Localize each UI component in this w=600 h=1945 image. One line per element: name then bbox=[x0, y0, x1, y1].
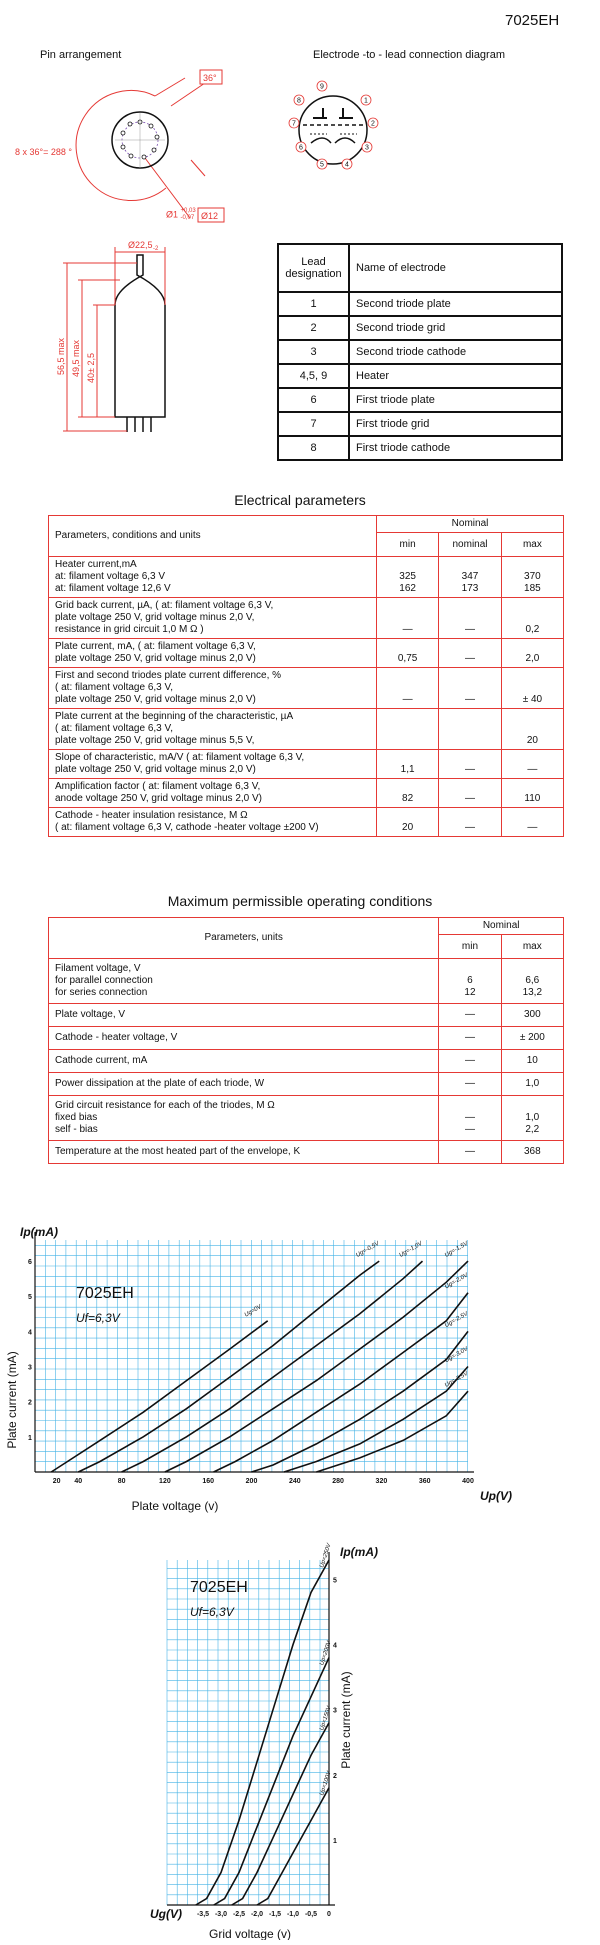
electrode-name: First triode grid bbox=[349, 412, 562, 436]
lead-number: 2 bbox=[278, 316, 349, 340]
series-label: Ug=-2,5V bbox=[444, 1311, 470, 1330]
max-min: — bbox=[439, 1027, 501, 1050]
max-row bbox=[49, 1073, 564, 1096]
chart-uf-label: Uf=6,3V bbox=[190, 1605, 234, 1619]
x-tick-label: 400 bbox=[462, 1478, 474, 1485]
elec-nom: — bbox=[439, 598, 502, 639]
electrode-name: Heater bbox=[349, 364, 562, 388]
x-tick-label: -1,0 bbox=[286, 1911, 300, 1918]
electrode-name: Second triode cathode bbox=[349, 340, 562, 364]
series-label: Up=150V bbox=[319, 1705, 333, 1732]
electrode-name: First triode plate bbox=[349, 388, 562, 412]
max-max: 300 bbox=[501, 1004, 563, 1027]
lead-row bbox=[278, 436, 562, 460]
series-label: Ug=-1,0V bbox=[398, 1240, 424, 1259]
max-param: Grid circuit resistance for each of the triodes, M Ω fixed bias self - bias bbox=[49, 1096, 439, 1141]
max-param: Temperature at the most heated part of the envelope, K bbox=[49, 1141, 439, 1164]
svg-text:-2: -2 bbox=[153, 246, 159, 252]
lead-number: 1 bbox=[278, 292, 349, 316]
chart2-xlabel: Grid voltage (v) bbox=[208, 1927, 292, 1940]
chart2-ylabel: Plate current (mA) bbox=[339, 1671, 353, 1769]
lead-number: 7 bbox=[278, 412, 349, 436]
pin-arrangement-title: Pin arrangement bbox=[40, 49, 122, 61]
svg-text:5: 5 bbox=[320, 161, 324, 169]
max-min: — bbox=[439, 1141, 501, 1164]
series-label: Up=250V bbox=[319, 1542, 333, 1569]
elec-min: 325 162 bbox=[377, 557, 439, 598]
elec-row bbox=[49, 668, 564, 709]
x-tick-label: -1,5 bbox=[268, 1911, 282, 1918]
max-min: — bbox=[439, 1004, 501, 1027]
tube-envelope bbox=[115, 255, 165, 417]
elec-min: — bbox=[377, 598, 439, 639]
total-angle-label: 8 x 36°= 288 ° bbox=[15, 147, 72, 157]
y-tick-label: 5 bbox=[28, 1294, 32, 1302]
elec-max: 2,0 bbox=[501, 639, 563, 668]
elec-row bbox=[49, 750, 564, 779]
max-row bbox=[49, 1027, 564, 1050]
y-tick-label: 4 bbox=[333, 1642, 337, 1650]
tube-height-2: 49,5 max bbox=[71, 339, 81, 377]
x-tick-label: 200 bbox=[245, 1478, 258, 1485]
elec-param: First and second triodes plate current difference, % ( at: filament voltage 6,3 V, plate voltage 250 V, grid voltage minus 2,0 V) bbox=[49, 668, 377, 709]
electrode-connection-diagram bbox=[285, 78, 385, 190]
max-header-nominal: Nominal bbox=[439, 918, 564, 935]
elec-row bbox=[49, 557, 564, 598]
max-max: 10 bbox=[501, 1050, 563, 1073]
angle-label: 36° bbox=[203, 73, 217, 83]
angle-line bbox=[171, 83, 205, 106]
max-header-min: min bbox=[439, 935, 501, 959]
elec-nom: — bbox=[439, 639, 502, 668]
max-row bbox=[49, 959, 564, 1004]
chart1-ylabel-top: Ip(mA) bbox=[20, 1225, 58, 1239]
elec-max: — bbox=[501, 750, 563, 779]
elec-param: Slope of characteristic, mA/V ( at: filament voltage 6,3 V, plate voltage 250 V, grid voltage minus 2,0 V) bbox=[49, 750, 377, 779]
max-row bbox=[49, 1096, 564, 1141]
elec-param: Grid back current, µA, ( at: filament voltage 6,3 V, plate voltage 250 V, grid voltage minus 2,0 V, resistance in grid circuit 1,0 M Ω ) bbox=[49, 598, 377, 639]
y-tick-label: 1 bbox=[28, 1434, 32, 1442]
elec-nom: 347 173 bbox=[439, 557, 502, 598]
elec-row bbox=[49, 709, 564, 750]
x-tick-label: 20 bbox=[52, 1478, 61, 1485]
lead-number: 8 bbox=[278, 436, 349, 460]
max-row bbox=[49, 1004, 564, 1027]
elec-max: ± 40 bbox=[501, 668, 563, 709]
svg-text:6: 6 bbox=[299, 144, 303, 152]
elec-max: 110 bbox=[501, 779, 563, 808]
x-tick-label: 120 bbox=[159, 1478, 171, 1485]
y-tick-label: 2 bbox=[28, 1399, 32, 1407]
electrode-diagram-title: Electrode -to - lead connection diagram bbox=[313, 49, 505, 61]
plate-characteristics-chart bbox=[0, 1210, 600, 1520]
chart-model-label: 7025EH bbox=[76, 1285, 134, 1302]
elec-param: Heater current,mA at: filament voltage 6,3 V at: filament voltage 12,6 V bbox=[49, 557, 377, 598]
electrode-name: Second triode grid bbox=[349, 316, 562, 340]
max-param: Cathode current, mA bbox=[49, 1050, 439, 1073]
elec-min bbox=[377, 709, 439, 750]
series-label: Up=200V bbox=[319, 1640, 333, 1667]
chart1-ylabel: Plate current (mA) bbox=[5, 1351, 19, 1449]
elec-max: — bbox=[501, 808, 563, 837]
y-tick-label: 3 bbox=[333, 1707, 337, 1715]
chart1-xlabel-right: Up(V) bbox=[480, 1489, 512, 1503]
lead-row bbox=[278, 292, 562, 316]
grid-characteristics-chart bbox=[150, 1540, 450, 1940]
pin-dia-label: Ø1 +0,03 -0,07 bbox=[166, 208, 196, 221]
max-header-param: Parameters, units bbox=[49, 918, 439, 959]
x-tick-label: -2,0 bbox=[250, 1911, 264, 1918]
elec-min: 82 bbox=[377, 779, 439, 808]
elec-param: Plate current, mA, ( at: filament voltage 6,3 V, plate voltage 250 V, grid voltage minus 2,0 V) bbox=[49, 639, 377, 668]
x-tick-label: -3,5 bbox=[196, 1911, 210, 1918]
svg-text:3: 3 bbox=[365, 144, 369, 152]
max-max: 1,0 2,2 bbox=[501, 1096, 563, 1141]
elec-nom: — bbox=[439, 750, 502, 779]
elec-nom: — bbox=[439, 668, 502, 709]
x-tick-label: 40 bbox=[74, 1478, 83, 1485]
series-label: Ug=-0,5V bbox=[355, 1240, 381, 1259]
max-max: 6,6 13,2 bbox=[501, 959, 563, 1004]
max-max: 368 bbox=[501, 1141, 563, 1164]
x-tick-label: 80 bbox=[117, 1478, 126, 1485]
max-min: 6 12 bbox=[439, 959, 501, 1004]
elec-max: 0,2 bbox=[501, 598, 563, 639]
x-tick-label: 320 bbox=[375, 1478, 388, 1485]
max-param: Plate voltage, V bbox=[49, 1004, 439, 1027]
chart2-ylabel-top: Ip(mA) bbox=[340, 1545, 378, 1559]
elec-row bbox=[49, 598, 564, 639]
base-dia-label: Ø12 bbox=[201, 211, 219, 221]
electrical-title: Electrical parameters bbox=[234, 492, 366, 508]
x-tick-label: 360 bbox=[418, 1478, 431, 1485]
max-min: — bbox=[439, 1073, 501, 1096]
chart2-xlabel-left: Ug(V) bbox=[150, 1907, 182, 1921]
max-min: — — bbox=[439, 1096, 501, 1141]
electrical-table bbox=[48, 515, 564, 837]
lead-row bbox=[278, 340, 562, 364]
series-label: Ug=-1,5V bbox=[444, 1240, 470, 1259]
elec-nom bbox=[439, 709, 502, 750]
max-row bbox=[49, 1050, 564, 1073]
max-param: Power dissipation at the plate of each triode, W bbox=[49, 1073, 439, 1096]
y-tick-label: 1 bbox=[333, 1837, 337, 1845]
max-min: — bbox=[439, 1050, 501, 1073]
max-param: Filament voltage, V for parallel connection for series connection bbox=[49, 959, 439, 1004]
series-label: Up=100V bbox=[319, 1770, 333, 1797]
arc-288 bbox=[76, 91, 166, 201]
maximum-table bbox=[48, 917, 564, 1164]
elec-param: Cathode - heater insulation resistance, M Ω ( at: filament voltage 6,3 V, cathode -heater voltage ±200 V) bbox=[49, 808, 377, 837]
elec-header-param: Parameters, conditions and units bbox=[49, 516, 377, 557]
max-max: ± 200 bbox=[501, 1027, 563, 1050]
series-label: Ug=-3,5V bbox=[444, 1370, 470, 1389]
elec-header-nominal: Nominal bbox=[377, 516, 564, 533]
series-label: Ug=-3,0V bbox=[444, 1346, 470, 1365]
max-max: 1,0 bbox=[501, 1073, 563, 1096]
elec-min: — bbox=[377, 668, 439, 709]
chart1-xlabel: Plate voltage (v) bbox=[131, 1499, 219, 1513]
lead-header-designation: Lead designation bbox=[278, 244, 349, 292]
elec-min: 0,75 bbox=[377, 639, 439, 668]
lead-row bbox=[278, 412, 562, 436]
elec-param: Amplification factor ( at: filament voltage 6,3 V, anode voltage 250 V, grid voltage minus 2,0 V) bbox=[49, 779, 377, 808]
y-tick-label: 4 bbox=[28, 1329, 32, 1337]
x-tick-label: 240 bbox=[288, 1478, 301, 1485]
elec-header-max: max bbox=[501, 533, 563, 557]
elec-nom: — bbox=[439, 808, 502, 837]
x-tick-label: -2,5 bbox=[232, 1911, 246, 1918]
pin-arrangement-diagram bbox=[15, 68, 250, 228]
x-tick-label: -3,0 bbox=[214, 1911, 228, 1918]
svg-text:4: 4 bbox=[345, 161, 349, 169]
lead-table bbox=[277, 243, 563, 461]
elec-row bbox=[49, 779, 564, 808]
elec-max: 20 bbox=[501, 709, 563, 750]
elec-nom: — bbox=[439, 779, 502, 808]
x-tick-label: 0 bbox=[327, 1911, 331, 1918]
lead-row bbox=[278, 388, 562, 412]
lead-row bbox=[278, 364, 562, 388]
elec-row bbox=[49, 639, 564, 668]
svg-text:2: 2 bbox=[371, 120, 375, 128]
chart-uf-label: Uf=6,3V bbox=[76, 1311, 120, 1325]
tube-height-3: 40± 2,5 bbox=[86, 353, 96, 383]
lead-number: 4,5, 9 bbox=[278, 364, 349, 388]
series-label: Ug=-2,0V bbox=[444, 1272, 470, 1291]
x-tick-label: 280 bbox=[332, 1478, 344, 1485]
lead-header-electrode: Name of electrode bbox=[349, 244, 562, 292]
y-tick-label: 6 bbox=[28, 1259, 32, 1267]
tube-dia-label: Ø22,5 bbox=[128, 240, 153, 250]
max-header-max: max bbox=[501, 935, 563, 959]
elec-header-min: min bbox=[377, 533, 439, 557]
max-param: Cathode - heater voltage, V bbox=[49, 1027, 439, 1050]
y-tick-label: 3 bbox=[28, 1364, 32, 1372]
elec-param: Plate current at the beginning of the characteristic, µA ( at: filament voltage 6,3 V, plate voltage 250 V, grid voltage minus 5,5 V, bbox=[49, 709, 377, 750]
y-tick-label: 2 bbox=[333, 1772, 337, 1780]
elec-max: 370 185 bbox=[501, 557, 563, 598]
svg-text:8: 8 bbox=[297, 97, 301, 105]
maximum-title: Maximum permissible operating conditions bbox=[167, 893, 433, 909]
svg-text:1: 1 bbox=[364, 97, 368, 105]
lead-number: 6 bbox=[278, 388, 349, 412]
lead-number: 3 bbox=[278, 340, 349, 364]
svg-text:7: 7 bbox=[292, 120, 296, 128]
tube-outline-diagram bbox=[45, 235, 175, 445]
elec-min: 20 bbox=[377, 808, 439, 837]
elec-header-nominal-col: nominal bbox=[439, 533, 502, 557]
x-tick-label: 160 bbox=[202, 1478, 215, 1485]
elec-row bbox=[49, 808, 564, 837]
chart-model-label: 7025EH bbox=[190, 1579, 248, 1596]
model-title: 7025EH bbox=[505, 12, 560, 29]
lead-row bbox=[278, 316, 562, 340]
y-tick-label: 5 bbox=[333, 1577, 337, 1585]
series-label: Ug=0V bbox=[243, 1304, 263, 1319]
max-row bbox=[49, 1141, 564, 1164]
electrode-name: First triode cathode bbox=[349, 436, 562, 460]
tube-height-1: 56,5 max bbox=[56, 337, 66, 375]
svg-text:9: 9 bbox=[320, 83, 324, 91]
elec-min: 1,1 bbox=[377, 750, 439, 779]
x-tick-label: -0,5 bbox=[304, 1911, 318, 1918]
electrode-name: Second triode plate bbox=[349, 292, 562, 316]
